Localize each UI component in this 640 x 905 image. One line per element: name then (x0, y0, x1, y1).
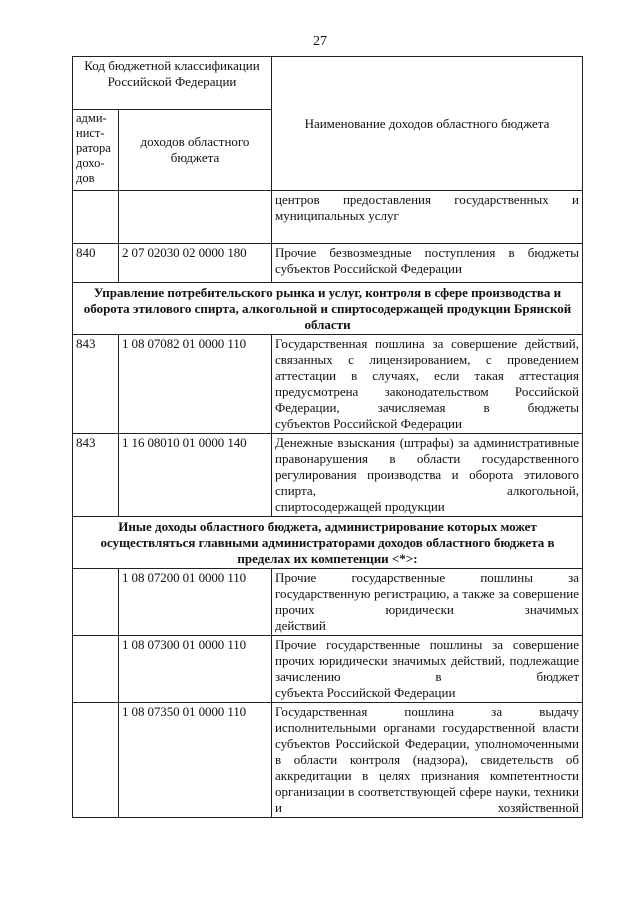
admin-header: адми-нист-ратора дохо-дов (73, 110, 119, 191)
code-cell: 1 16 08010 01 0000 140 (119, 434, 272, 517)
code-cell (119, 191, 272, 244)
name-text: Денежные взыскания (штрафы) за административные правонарушения в области государственного регулирования производства и оборота этилового спирта, алкогольной, (275, 435, 579, 498)
table-row (73, 335, 583, 434)
table-row (73, 434, 583, 517)
name-cell (272, 636, 583, 703)
admin-cell: 843 (73, 335, 119, 434)
name-cell (272, 191, 583, 244)
name-header: Наименование доходов областного бюджета (272, 57, 583, 191)
name-cell (272, 703, 583, 818)
table-row (73, 244, 583, 283)
name-text: Прочие государственные пошлины за совершение прочих юридически значимых действий, подлежащие зачислению в бюджет (275, 637, 579, 684)
name-text: Государственная пошлина за выдачу исполнительными органами государственной власти субъектов Российской Федерации, уполномоченными в области контроля (надзора), свидетельств об аккредитации в целях признания компетентности организации в соответствующей сфере науки, техники и хозяйственной (275, 704, 579, 815)
table-row (73, 636, 583, 703)
name-text: центров предоставления государственных и (275, 192, 579, 207)
income-header: доходов областного бюджета (119, 110, 272, 191)
code-cell: 1 08 07300 01 0000 110 (119, 636, 272, 703)
table-row (73, 703, 583, 818)
section-row (73, 517, 583, 569)
code-cell: 2 07 02030 02 0000 180 (119, 244, 272, 283)
section-row (73, 283, 583, 335)
header-row (73, 57, 583, 110)
section-heading: Иные доходы областного бюджета, администрирование которых может осуществляться главными администраторами доходов областного бюджета в пределах их компетенции <*>: (73, 517, 583, 569)
name-text-last: спиртосодержащей продукции (275, 499, 445, 514)
admin-cell (73, 569, 119, 636)
name-text-last: муниципальных услуг (275, 208, 399, 223)
admin-cell (73, 703, 119, 818)
kbk-header: Код бюджетной классификации Российской Федерации (73, 57, 272, 110)
code-cell: 1 08 07350 01 0000 110 (119, 703, 272, 818)
admin-cell (73, 191, 119, 244)
name-text-last: действий (275, 618, 326, 633)
admin-cell (73, 636, 119, 703)
page-number: 27 (313, 34, 327, 49)
section-heading: Управление потребительского рынка и услуг, контроля в сфере производства и оборота этилового спирта, алкогольной и спиртосодержащей продукции Брянской области (73, 283, 583, 335)
name-cell (272, 335, 583, 434)
name-cell (272, 569, 583, 636)
code-cell: 1 08 07082 01 0000 110 (119, 335, 272, 434)
table-row (73, 191, 583, 244)
budget-table (72, 56, 583, 818)
code-cell: 1 08 07200 01 0000 110 (119, 569, 272, 636)
name-text: Государственная пошлина за совершение действий, связанных с лицензированием, с проведением аттестации в случаях, если такая аттестация предусмотрена законодательством Российской Федерации, зачисляемая в бюджеты (275, 336, 579, 415)
name-text-last: субъекта Российской Федерации (275, 685, 456, 700)
name-text: Прочие безвозмездные поступления в бюджеты (275, 245, 579, 260)
name-text-last: субъектов Российской Федерации (275, 261, 462, 276)
admin-cell: 843 (73, 434, 119, 517)
name-text: Прочие государственные пошлины за государственную регистрацию, а также за совершение прочих юридически значимых (275, 570, 579, 617)
name-cell (272, 434, 583, 517)
name-text-last: субъектов Российской Федерации (275, 416, 462, 431)
name-cell (272, 244, 583, 283)
admin-cell: 840 (73, 244, 119, 283)
table-row (73, 569, 583, 636)
